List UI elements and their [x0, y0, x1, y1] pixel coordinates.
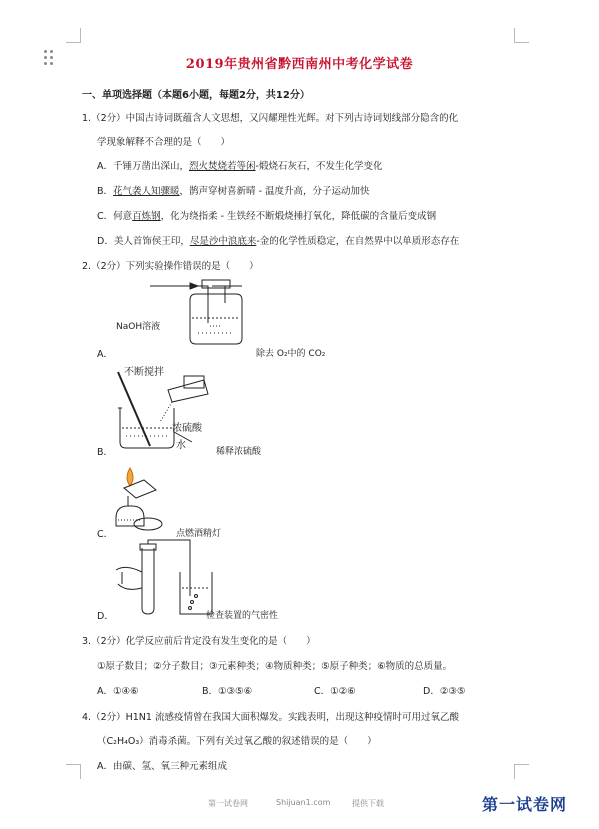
margin-mark-top-right [514, 28, 529, 43]
q3-items: ①原子数目；②分子数目；③元素种类；④物质种类；⑤原子种类；⑥物质的总质量。 [97, 661, 453, 672]
q3-stem: 3.（2分）化学反应前后肯定没有发生变化的是（ ） [82, 636, 316, 647]
margin-mark-bottom-left [66, 764, 81, 779]
q1-option-d: D．美人首饰侯王印，尽是沙中浪底来-金的化学性质稳定，在自然界中以单质形态存在 [97, 236, 460, 247]
q2-option-b-letter: B． [97, 447, 114, 458]
stir-label: 不断搅拌 [124, 367, 164, 378]
margin-mark-bottom-right [514, 764, 529, 779]
q3-option-a: A．①④⑥ [97, 686, 139, 697]
q2-option-a-letter: A． [97, 349, 113, 360]
footer-right: 提供下载 [352, 799, 384, 808]
q2-option-b-caption: 稀释浓硫酸 [216, 447, 262, 457]
alcohol-lamp-figure [110, 462, 170, 542]
q2-option-d-letter: D． [97, 611, 114, 622]
q2-option-c-caption: 点燃酒精灯 [176, 529, 222, 539]
q3-option-d: D．②③⑤ [423, 686, 466, 697]
q2-stem: 2.（2分）下列实验操作错误的是（ ） [82, 261, 259, 272]
q4-stem-line1: 4.（2分）H1N1 流感疫情曾在我国大面积爆发。实践表明，出现这种疫情时可用过氧乙酸 [82, 712, 459, 723]
section-heading: 一、单项选择题（本题6小题，每题2分，共12分） [82, 90, 310, 101]
naoh-label: NaOH溶液 [116, 322, 161, 332]
q3-option-c: C．①②⑥ [314, 686, 356, 697]
water-label: 水 [176, 440, 186, 451]
acid-dilution-figure [112, 366, 222, 456]
brand-logo: 第一试卷网 [482, 795, 568, 814]
exam-title: 2019年贵州省黔西南州中考化学试卷 [185, 57, 414, 72]
q4-option-a: A．由碳、氢、氧三种元素组成 [97, 761, 227, 772]
q1-option-b: B．花气袭人知骤暖，鹊声穿树喜新晴 - 温度升高，分子运动加快 [97, 186, 370, 197]
gas-washing-bottle-figure [150, 278, 260, 348]
footer-mid: Shijuan1.com [276, 798, 331, 807]
q2-option-d-caption: 检查装置的气密性 [206, 611, 279, 621]
q2-option-c-letter: C． [97, 529, 114, 540]
q1-option-a: A．千锤万凿出深山，烈火焚烧若等闲-煅烧石灰石，不发生化学变化 [97, 161, 383, 172]
margin-mark-top-left [66, 28, 81, 43]
q1-stem-line2: 学现象解释不合理的是（ ） [97, 137, 231, 148]
q1-stem-line1: 1.（2分）中国古诗词既蕴含人文思想，又闪耀理性光辉。对下列古诗词划线部分隐含的化 [82, 113, 459, 124]
q3-option-b: B．①③⑤⑥ [202, 686, 253, 697]
q1-option-c: C．何意百炼钢，化为绕指柔 - 生铁经不断煅烧捶打氧化，降低碳的含量后变成钢 [97, 211, 437, 222]
acid-label: 浓硫酸 [172, 423, 202, 434]
footer-left: 第一试卷网 [208, 799, 248, 808]
q4-stem-line2: （C₂H₄O₃）消毒杀菌。下列有关过氧乙酸的叙述错误的是（ ） [97, 736, 377, 747]
q2-option-a-caption: 除去 O₂中的 CO₂ [256, 349, 326, 359]
